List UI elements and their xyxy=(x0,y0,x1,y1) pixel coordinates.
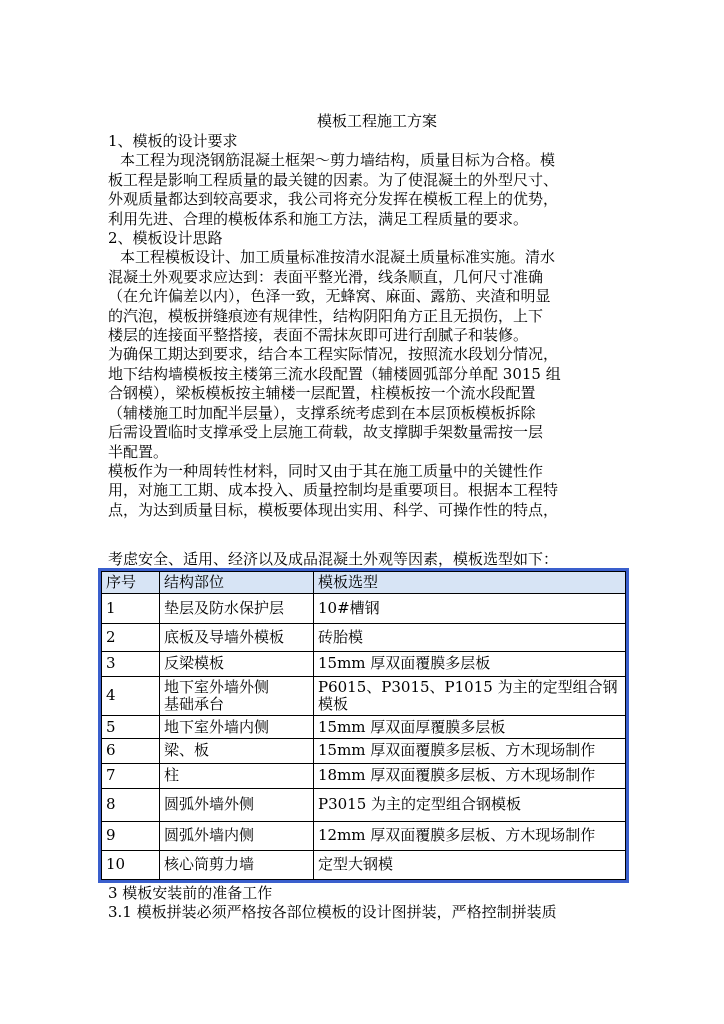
section2-para2-line: 地下结构墙模板按主楼第三流水段配置（辅楼圆弧部分单配 3015 组 xyxy=(108,364,561,383)
cell-formwork: 15mm 厚双面厚覆膜多层板 xyxy=(314,716,626,739)
cell-formwork: P6015、P3015、P1015 为主的定型组合钢 模板 xyxy=(314,676,626,715)
section3 xyxy=(108,884,628,923)
cell-formwork: 15mm 厚双面覆膜多层板 xyxy=(314,651,626,676)
cell-formwork: 12mm 厚双面覆膜多层板、方木现场制作 xyxy=(314,821,626,850)
table-intro: 考虑安全、适用、经济以及成品混凝土外观等因素，模板选型如下： xyxy=(108,550,559,569)
section2-para1-line: 楼层的连接面平整搭接，表面不需抹灰即可进行刮腻子和装修。 xyxy=(108,326,529,345)
table-row xyxy=(102,850,626,879)
section1-line: 本工程为现浇钢筋混凝土框架～剪力墙结构，质量目标为合格。模 xyxy=(120,151,556,170)
cell-location: 底板及导墙外模板 xyxy=(160,623,314,651)
cell-formwork: 10#槽钢 xyxy=(314,593,626,623)
table-row xyxy=(102,676,626,715)
table-row xyxy=(102,651,626,676)
document-body xyxy=(108,110,628,570)
header-cell-index: 序号 xyxy=(102,572,160,594)
table-row xyxy=(102,623,626,651)
section2-para2-line: 为确保工期达到要求，结合本工程实际情况，按照流水段划分情况， xyxy=(108,345,559,364)
section1-line: 板工程是影响工程质量的最关键的因素。为了使混凝土的外型尺寸、 xyxy=(108,170,559,189)
table-row xyxy=(102,593,626,623)
cell-location: 柱 xyxy=(160,763,314,788)
section2-para1-line: 本工程模板设计、加工质量标准按清水混凝土质量标准实施。清水 xyxy=(120,248,556,267)
section2-para3-line: 模板作为一种周转性材料，同时又由于其在施工质量中的关键性作 xyxy=(108,461,544,480)
table-header-row xyxy=(102,572,626,594)
section1-heading: 1、模板的设计要求 xyxy=(108,132,238,150)
cell-location: 地下室外墙内侧 xyxy=(160,716,314,739)
cell-index: 6 xyxy=(102,738,160,763)
section2-para1-line: 的汽泡，模板拼缝痕迹有规律性，结构阴阳角方正且无损伤，上下 xyxy=(108,306,544,325)
section1-line: 外观质量都达到较高要求，我公司将充分发挥在模板工程上的优势， xyxy=(108,190,559,209)
cell-location: 地下室外墙外侧 基础承台 xyxy=(160,676,314,715)
table-row xyxy=(102,738,626,763)
section2-heading: 2、模板设计思路 xyxy=(108,229,223,248)
cell-index: 4 xyxy=(102,676,160,715)
section2-para3-line: 点，为达到质量目标，模板要体现出实用、科学、可操作性的特点， xyxy=(108,500,559,519)
table-row xyxy=(102,716,626,739)
section2-para2-line: 半配置。 xyxy=(108,442,169,461)
section2-para2-line: 合钢模），梁板模板按主辅楼一层配置，柱模板按一个流水段配置 xyxy=(108,384,536,403)
section2-para2-line: （辅楼施工时加配半层量），支撑系统考虑到在本层顶板模板拆除 xyxy=(108,403,536,422)
cell-index: 9 xyxy=(102,821,160,850)
section2-para1-line: （在允许偏差以内），色泽一致，无蜂窝、麻面、露筋、夹渣和明显 xyxy=(108,287,551,306)
cell-index: 8 xyxy=(102,788,160,821)
table xyxy=(101,571,626,880)
document-title: 模板工程施工方案 xyxy=(316,112,437,130)
cell-formwork: P3015 为主的定型组合钢模板 xyxy=(314,788,626,821)
section3-heading: 3 模板安装前的准备工作 xyxy=(108,884,273,902)
section3-line: 3.1 模板拼装必须严格按各部位模板的设计图拼装，严格控制拼装质 xyxy=(108,903,557,922)
cell-location: 圆弧外墙内侧 xyxy=(160,821,314,850)
header-cell-formwork: 模板选型 xyxy=(314,572,626,594)
table-row xyxy=(102,788,626,821)
cell-formwork: 15mm 厚双面覆膜多层板、方木现场制作 xyxy=(314,738,626,763)
cell-index: 2 xyxy=(102,623,160,651)
cell-index: 10 xyxy=(102,850,160,879)
cell-index: 5 xyxy=(102,716,160,739)
table-row xyxy=(102,821,626,850)
cell-location: 核心筒剪力墙 xyxy=(160,850,314,879)
cell-formwork: 18mm 厚双面覆膜多层板、方木现场制作 xyxy=(314,763,626,788)
cell-formwork: 定型大钢模 xyxy=(314,850,626,879)
cell-index: 1 xyxy=(102,593,160,623)
cell-index: 3 xyxy=(102,651,160,676)
blank-gap xyxy=(108,520,628,550)
section2-para3-line: 用，对施工工期、成本投入、质量控制均是重要项目。根据本工程特 xyxy=(108,481,559,500)
cell-formwork: 砖胎模 xyxy=(314,623,626,651)
cell-location: 垫层及防水保护层 xyxy=(160,593,314,623)
header-cell-location: 结构部位 xyxy=(160,572,314,594)
cell-location: 反梁模板 xyxy=(160,651,314,676)
cell-location: 圆弧外墙外侧 xyxy=(160,788,314,821)
section2-para2-line: 后需设置临时支撑承受上层施工荷载，故支撑脚手架数量需按一层 xyxy=(108,423,544,442)
section1-line: 利用先进、合理的模板体系和施工方法，满足工程质量的要求。 xyxy=(108,209,529,228)
cell-index: 7 xyxy=(102,763,160,788)
section2-para1-line: 混凝土外观要求应达到：表面平整光滑，线条顺直，几何尺寸准确 xyxy=(108,267,544,286)
cell-location: 梁、板 xyxy=(160,738,314,763)
table-row xyxy=(102,763,626,788)
formwork-selection-table xyxy=(98,568,629,883)
